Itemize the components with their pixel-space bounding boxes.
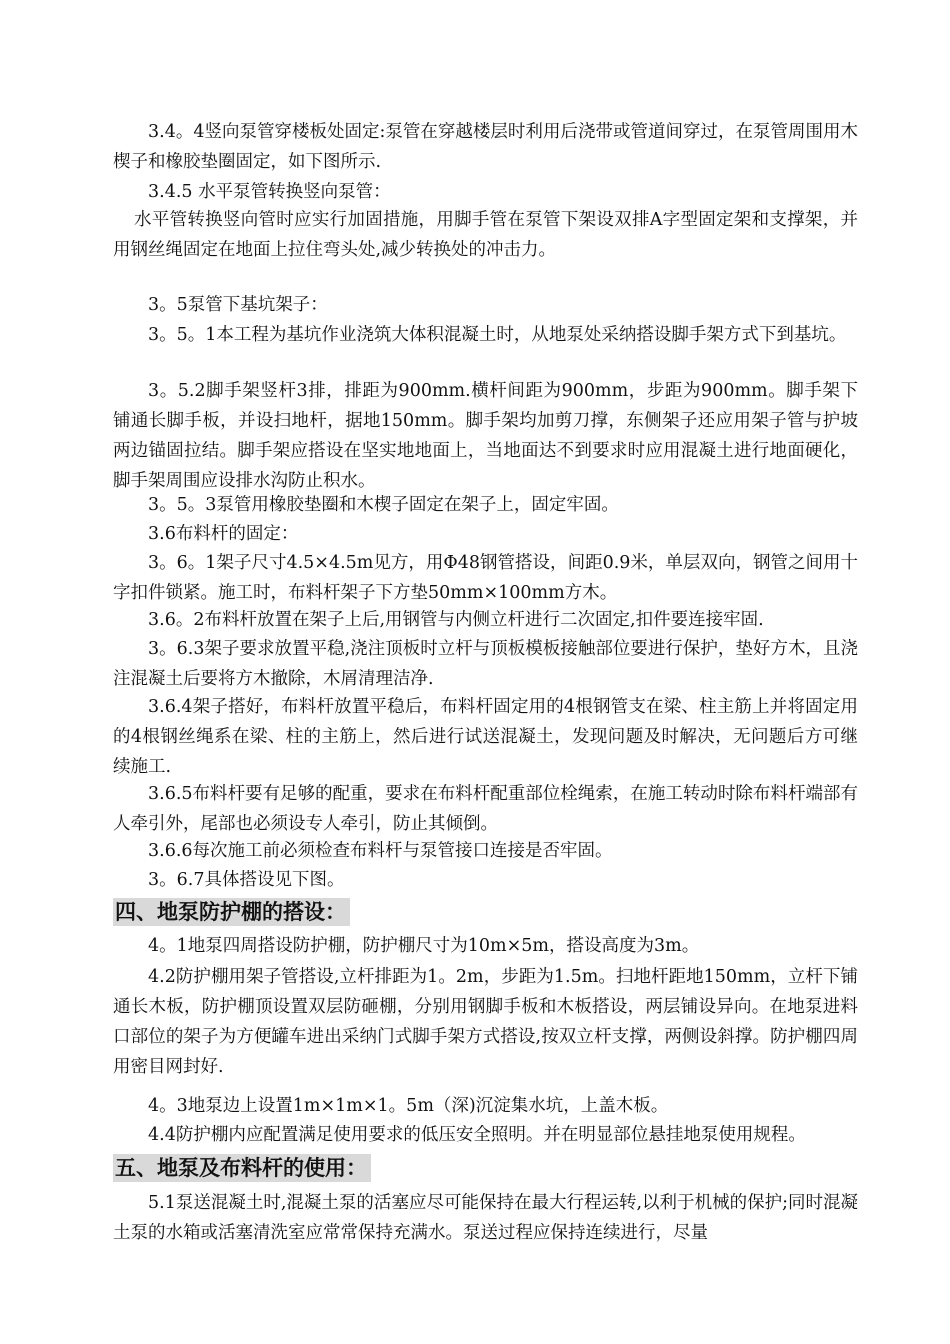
paragraph-3-5: 3。5泵管下基坑架子： (148, 295, 328, 315)
paragraph-3-5-1: 3。5。1本工程为基坑作业浇筑大体积混凝土时，从地泵处采纳搭设脚手架方式下到基坑。 (148, 325, 847, 345)
paragraph-3-5-2: 3。5.2脚手架竖杆3排，排距为900mm.横杆间距为900mm，步距为900mm。脚手架下铺通长脚手板，并设扫地杆，据地150mm。脚手架均加剪刀撑，东侧架子还应用架子管与护坡两边锚固拉结。脚手架应搭设在坚实地地面上，当地面达不到要求时应用混凝土进行地面硬化，脚手架周围应设排水沟防止积水。 (113, 381, 858, 491)
paragraph-3-5-3: 3。5。3泵管用橡胶垫圈和木楔子固定在架子上，固定牢固。 (148, 495, 619, 515)
paragraph-3-6: 3.6布料杆的固定： (148, 524, 299, 544)
paragraph-3-6-4: 3.6.4架子搭好，布料杆放置平稳后，布料杆固定用的4根钢管支在梁、柱主筋上并将固定用的4根钢丝绳系在梁、柱的主筋上，然后进行试送混凝土，发现问题及时解决，无问题后方可继续施工. (113, 697, 858, 777)
paragraph-3-6-1: 3。6。1架子尺寸4.5×4.5m见方，用Φ48钢管搭设，间距0.9米，单层双向，钢管之间用十字扣件锁紧。施工时，布料杆架子下方垫50mm×100mm方木。 (113, 553, 858, 603)
paragraph-3-6-6: 3.6.6每次施工前必须检查布料杆与泵管接口连接是否牢固。 (148, 841, 613, 861)
paragraph-3-6-7: 3。6.7具体搭设见下图。 (148, 870, 345, 890)
paragraph-3-4-4: 3.4。4竖向泵管穿楼板处固定:泵管在穿越楼层时利用后浇带或管道间穿过，在泵管周围用木楔子和橡胶垫圈固定，如下图所示. (113, 122, 858, 172)
paragraph-4-4: 4.4防护棚内应配置满足使用要求的低压安全照明。并在明显部位悬挂地泵使用规程。 (148, 1125, 806, 1145)
section-heading-4: 四、地泵防护棚的搭设： (113, 898, 350, 926)
paragraph-4-3: 4。3地泵边上设置1m×1m×1。5m（深)沉淀集水坑，上盖木板。 (148, 1096, 669, 1116)
paragraph-4-1: 4。1地泵四周搭设防护棚，防护棚尺寸为10m×5m，搭设高度为3m。 (148, 936, 700, 956)
paragraph-3-6-5: 3.6.5布料杆要有足够的配重，要求在布料杆配重部位栓绳索，在施工转动时除布料杆端部有人牵引外，尾部也必须设专人牵引，防止其倾倒。 (113, 784, 858, 834)
paragraph-4-2: 4.2防护棚用架子管搭设,立杆排距为1。2m，步距为1.5m。扫地杆距地150mm，立杆下铺通长木板，防护棚顶设置双层防砸棚，分别用钢脚手板和木板搭设，两层铺设异向。在地泵进料口部位的架子为方便罐车进出采纳门式脚手架方式搭设,按双立杆支撑，两侧设斜撑。防护棚四周用密目网封好. (113, 967, 858, 1077)
paragraph-horizontal-to-vertical: 水平管转换竖向管时应实行加固措施，用脚手管在泵管下架设双排A字型固定架和支撑架，并用钢丝绳固定在地面上拉住弯头处,减少转换处的冲击力。 (113, 210, 858, 260)
section-heading-5: 五、地泵及布料杆的使用： (113, 1154, 371, 1182)
paragraph-3-6-3: 3。6.3架子要求放置平稳,浇注顶板时立杆与顶板模板接触部位要进行保护，垫好方木，且浇注混凝土后要将方木撤除，木屑清理洁净. (113, 639, 858, 689)
paragraph-3-6-2: 3.6。2布料杆放置在架子上后,用钢管与内侧立杆进行二次固定,扣件要连接牢固. (148, 610, 764, 630)
paragraph-3-4-5: 3.4.5 水平泵管转换竖向泵管： (148, 182, 391, 202)
paragraph-5-1: 5.1泵送混凝土时,混凝土泵的活塞应尽可能保持在最大行程运转,以利于机械的保护;同时混凝土泵的水箱或活塞清洗室应常常保持充满水。泵送过程应保持连续进行，尽量 (113, 1193, 858, 1243)
